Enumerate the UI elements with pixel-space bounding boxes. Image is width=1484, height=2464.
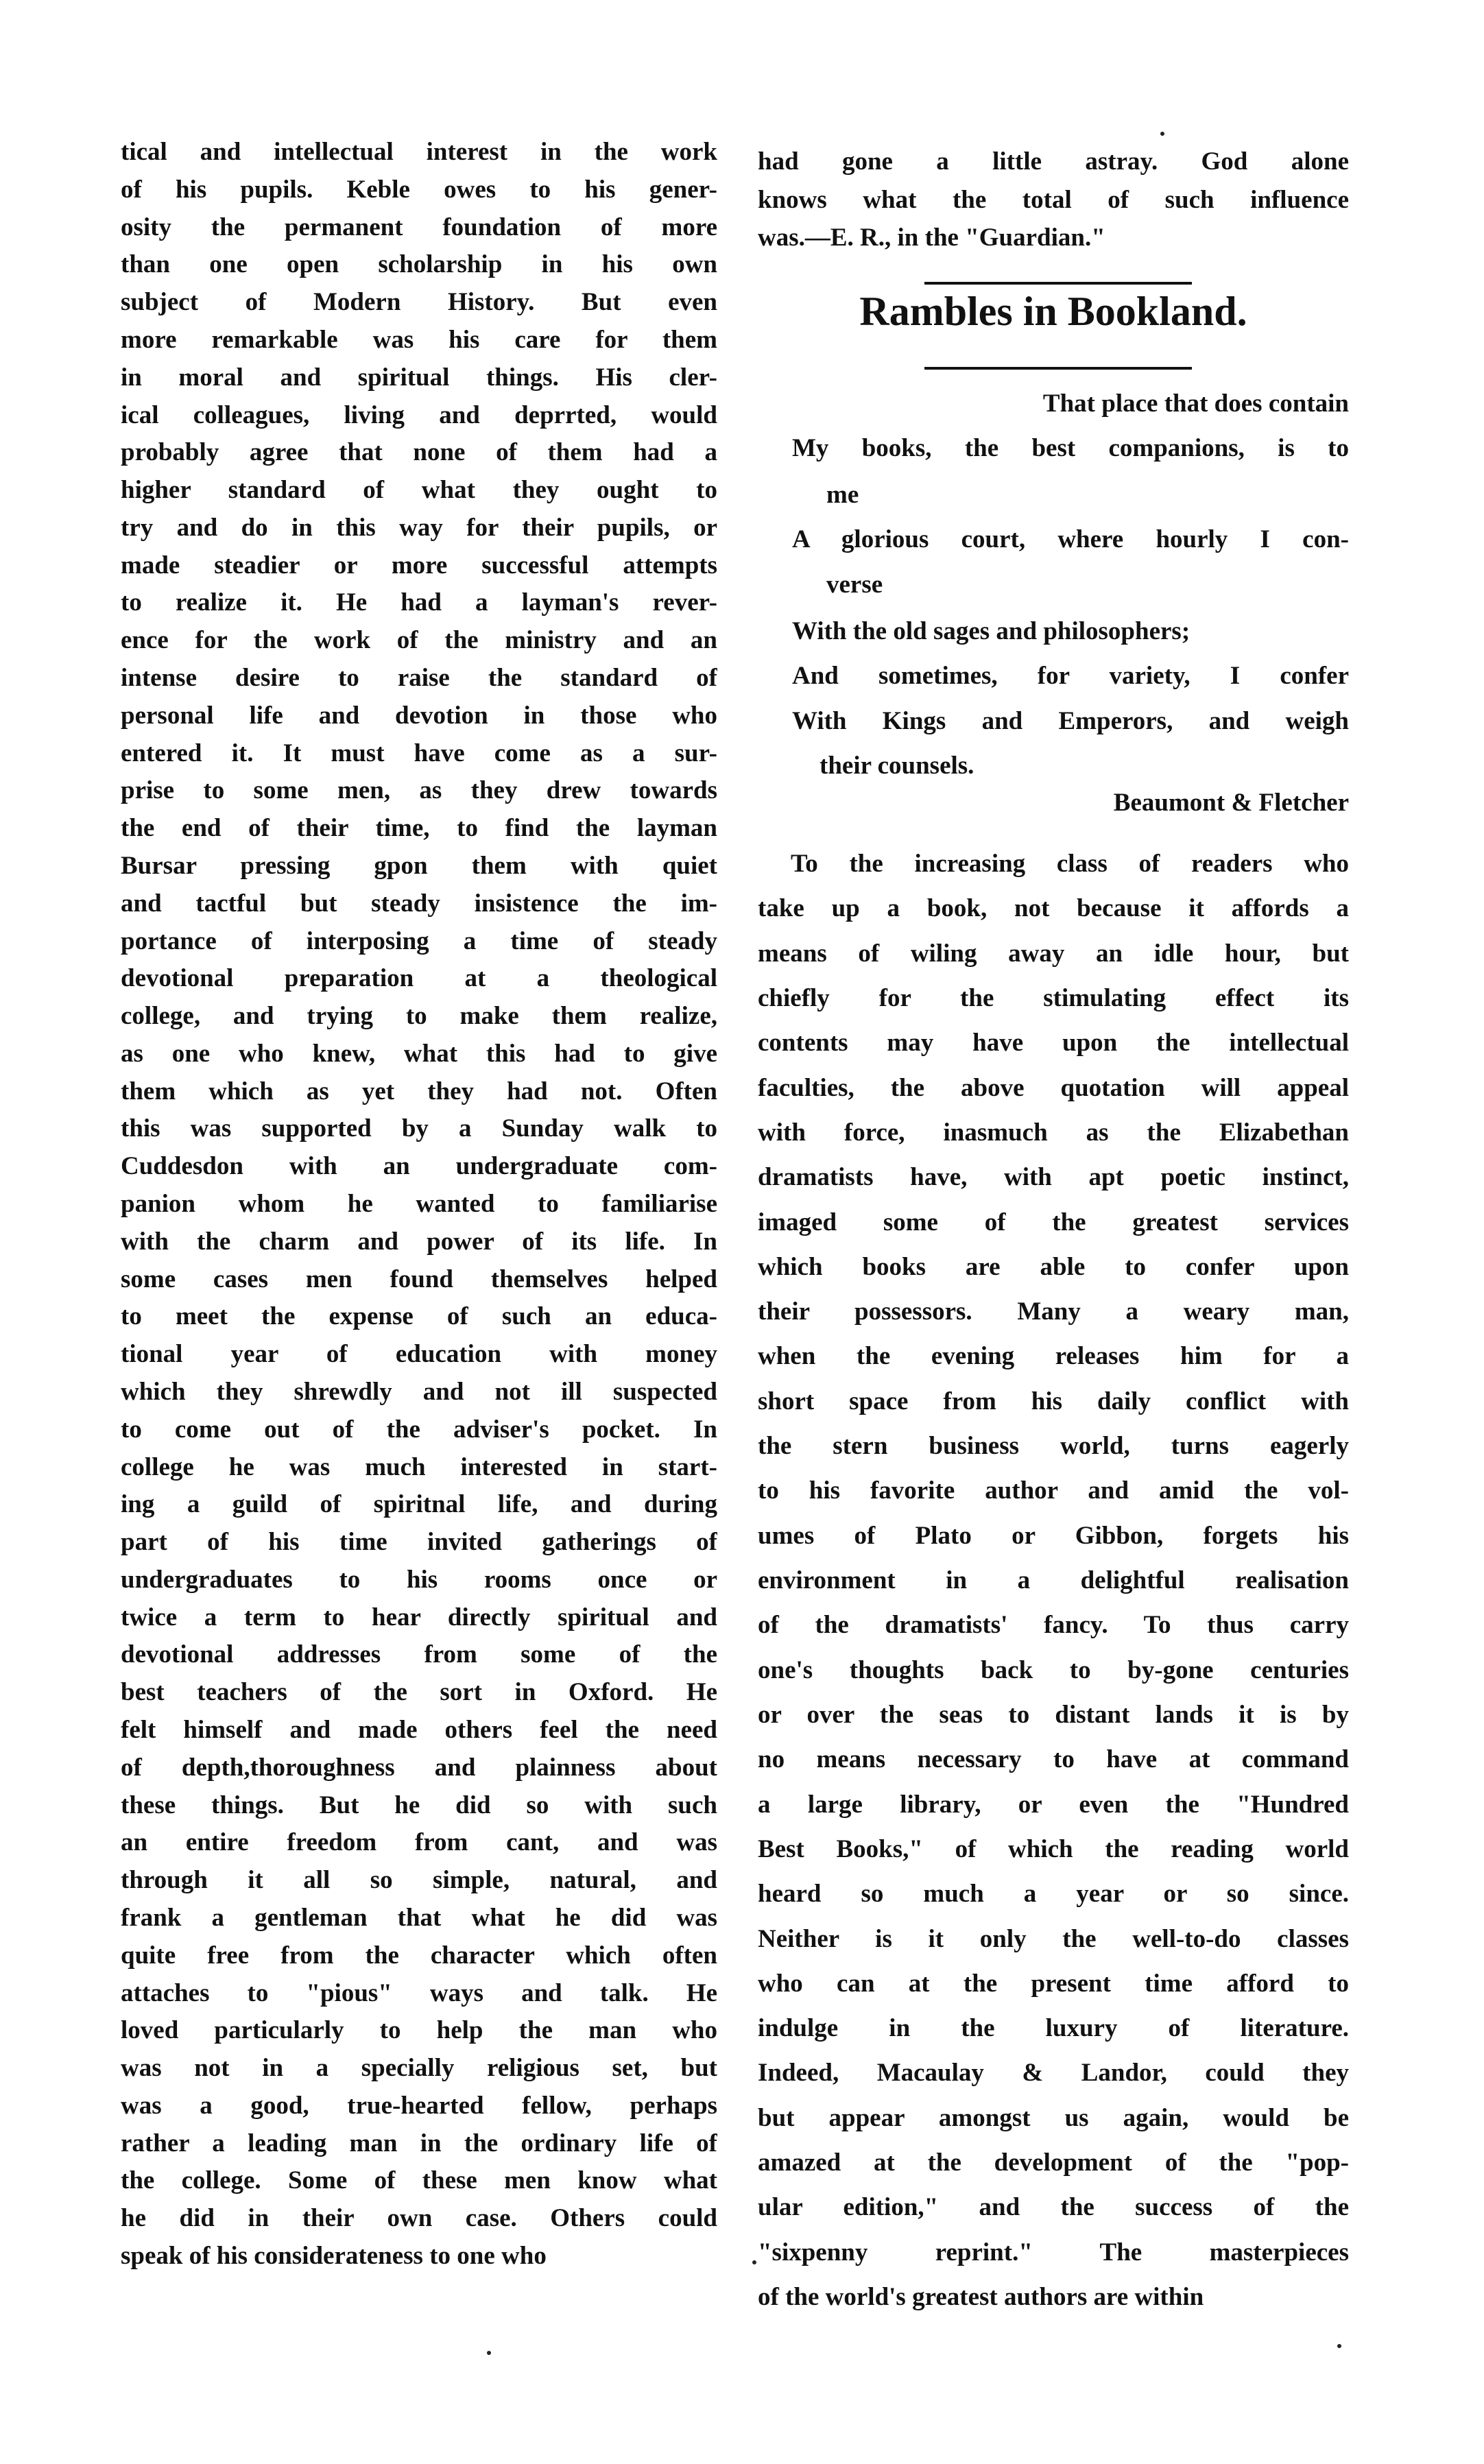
left-text-line: quite free from the character which often — [121, 1941, 717, 1970]
body-line: a large library, or even the "Hundred — [758, 1791, 1349, 1819]
poem-line: And sometimes, for variety, I confer — [792, 662, 1349, 690]
title-rule-bottom — [924, 367, 1192, 370]
left-text-line: frank a gentleman that what he did was — [121, 1904, 717, 1932]
poem-line: A glorious court, where hourly I con- — [792, 525, 1349, 553]
left-text-line: entered it. It must have come as a sur- — [121, 739, 717, 767]
left-text-line: he did in their own case. Others could — [121, 2204, 717, 2232]
left-text-line: through it all so simple, natural, and — [121, 1866, 717, 1894]
poem-line: My books, the best companions, is to — [792, 434, 1349, 462]
poem-line: me — [826, 481, 859, 509]
left-text-line: intense desire to raise the standard of — [121, 664, 717, 692]
left-text-line: attaches to "pious" ways and talk. He — [121, 1979, 717, 2007]
left-text-line: the end of their time, to find the layman — [121, 814, 717, 842]
print-speck — [1337, 2344, 1341, 2348]
left-text-line: osity the permanent foundation of more — [121, 213, 717, 241]
intro-line: knows what the total of such influence — [758, 186, 1349, 214]
left-text-line: panion whom he wanted to familiarise — [121, 1190, 717, 1218]
left-text-line: these things. But he did so with such — [121, 1791, 717, 1819]
left-text-line: than one open scholarship in his own — [121, 250, 717, 278]
intro-line: was.—E. R., in the "Guardian." — [758, 224, 1105, 252]
body-line: dramatists have, with apt poetic instinct, — [758, 1163, 1349, 1191]
poem-line: their counsels. — [819, 752, 974, 780]
left-text-line: as one who knew, what this had to give — [121, 1040, 717, 1068]
body-line: or over the seas to distant lands it is by — [758, 1701, 1349, 1729]
body-line: of the world's greatest authors are within — [758, 2283, 1204, 2311]
body-line: To the increasing class of readers who — [791, 850, 1349, 878]
left-text-line: portance of interposing a time of steady — [121, 927, 717, 955]
poem-line: verse — [826, 571, 883, 599]
body-line: faculties, the above quotation will appeal — [758, 1074, 1349, 1102]
left-text-line: some cases men found themselves helped — [121, 1265, 717, 1293]
left-text-line: college, and trying to make them realize, — [121, 1002, 717, 1030]
poem-line: With Kings and Emperors, and weigh — [792, 707, 1349, 735]
left-text-line: them which as yet they had not. Often — [121, 1077, 717, 1105]
left-text-line: of depth,thoroughness and plainness about — [121, 1754, 717, 1782]
body-line: "sixpenny reprint." The masterpieces — [758, 2238, 1349, 2266]
left-text-line: an entire freedom from cant, and was — [121, 1828, 717, 1856]
left-text-line: in moral and spiritual things. His cler- — [121, 363, 717, 392]
left-text-line: try and do in this way for their pupils, or — [121, 514, 717, 542]
left-text-line: Bursar pressing gpon them with quiet — [121, 852, 717, 880]
body-line: ular edition," and the success of the — [758, 2193, 1349, 2221]
body-line: with force, inasmuch as the Elizabethan — [758, 1119, 1349, 1147]
left-text-line: made steadier or more successful attempts — [121, 551, 717, 579]
body-line: Neither is it only the well-to-do classes — [758, 1925, 1349, 1953]
body-line: take up a book, not because it affords a — [758, 894, 1349, 922]
left-text-line: college he was much interested in start- — [121, 1453, 717, 1481]
body-line: amazed at the development of the "pop- — [758, 2149, 1349, 2177]
body-line: who can at the present time afford to — [758, 1970, 1349, 1998]
left-text-line: felt himself and made others feel the need — [121, 1716, 717, 1744]
left-text-line: to come out of the adviser's pocket. In — [121, 1415, 717, 1444]
left-text-line: higher standard of what they ought to — [121, 476, 717, 504]
article-title: Rambles in Bookland. — [859, 289, 1247, 334]
left-text-line: devotional addresses from some of the — [121, 1640, 717, 1668]
body-line: imaged some of the greatest services — [758, 1208, 1349, 1236]
left-text-line: speak of his considerateness to one who — [121, 2242, 547, 2270]
poem-attribution: Beaumont & Fletcher — [1113, 789, 1349, 817]
body-line: environment in a delightful realisation — [758, 1566, 1349, 1594]
left-text-line: devotional preparation at a theological — [121, 964, 717, 992]
body-line: the stern business world, turns eagerly — [758, 1432, 1349, 1460]
left-text-line: tional year of education with money — [121, 1340, 717, 1368]
left-text-line: ing a guild of spiritnal life, and during — [121, 1490, 717, 1518]
left-text-line: twice a term to hear directly spiritual and — [121, 1603, 717, 1631]
left-text-line: with the charm and power of its life. In — [121, 1228, 717, 1256]
intro-line: had gone a little astray. God alone — [758, 147, 1349, 176]
left-text-line: was not in a specially religious set, but — [121, 2054, 717, 2082]
left-text-line: ical colleagues, living and deprrted, would — [121, 401, 717, 429]
left-text-line: personal life and devotion in those who — [121, 702, 717, 730]
print-speck — [487, 2351, 491, 2355]
left-text-line: tical and intellectual interest in the work — [121, 138, 717, 166]
body-line: umes of Plato or Gibbon, forgets his — [758, 1522, 1349, 1550]
body-line: one's thoughts back to by-gone centuries — [758, 1656, 1349, 1684]
body-line: contents may have upon the intellectual — [758, 1029, 1349, 1057]
print-speck — [752, 2260, 756, 2264]
print-speck — [1160, 132, 1164, 136]
left-text-line: part of his time invited gatherings of — [121, 1528, 717, 1556]
left-text-line: best teachers of the sort in Oxford. He — [121, 1678, 717, 1706]
body-line: indulge in the luxury of literature. — [758, 2014, 1349, 2042]
left-text-line: prise to some men, as they drew towards — [121, 776, 717, 804]
left-text-line: and tactful but steady insistence the im- — [121, 889, 717, 918]
left-text-line: was a good, true-hearted fellow, perhaps — [121, 2092, 717, 2120]
body-line: Indeed, Macaulay & Landor, could they — [758, 2059, 1349, 2087]
body-line: but appear amongst us again, would be — [758, 2104, 1349, 2132]
body-line: chiefly for the stimulating effect its — [758, 984, 1349, 1012]
left-text-line: this was supported by a Sunday walk to — [121, 1114, 717, 1143]
body-line: no means necessary to have at command — [758, 1745, 1349, 1773]
body-line: their possessors. Many a weary man, — [758, 1297, 1349, 1326]
left-text-line: subject of Modern History. But even — [121, 288, 717, 316]
body-line: of the dramatists' fancy. To thus carry — [758, 1611, 1349, 1639]
left-text-line: probably agree that none of them had a — [121, 438, 717, 466]
left-text-line: the college. Some of these men know what — [121, 2166, 717, 2194]
left-text-line: loved particularly to help the man who — [121, 2016, 717, 2044]
poem-line: That place that does contain — [1042, 390, 1349, 418]
body-line: when the evening releases him for a — [758, 1342, 1349, 1370]
left-text-line: to meet the expense of such an educa- — [121, 1302, 717, 1330]
body-line: means of wiling away an idle hour, but — [758, 940, 1349, 968]
body-line: Best Books," of which the reading world — [758, 1835, 1349, 1863]
left-text-line: rather a leading man in the ordinary life of — [121, 2129, 717, 2157]
body-line: to his favorite author and amid the vol- — [758, 1476, 1349, 1505]
poem-line: With the old sages and philosophers; — [792, 617, 1190, 645]
left-text-line: Cuddesdon with an undergraduate com- — [121, 1152, 717, 1180]
title-rule-top — [924, 282, 1192, 285]
left-text-line: to realize it. He had a layman's rever- — [121, 588, 717, 617]
left-text-line: which they shrewdly and not ill suspected — [121, 1378, 717, 1406]
body-line: which books are able to confer upon — [758, 1253, 1349, 1281]
left-text-line: ence for the work of the ministry and an — [121, 626, 717, 654]
body-line: short space from his daily conflict with — [758, 1387, 1349, 1415]
left-text-line: of his pupils. Keble owes to his gener- — [121, 176, 717, 204]
left-text-line: more remarkable was his care for them — [121, 326, 717, 354]
left-text-line: undergraduates to his rooms once or — [121, 1566, 717, 1594]
body-line: heard so much a year or so since. — [758, 1880, 1349, 1908]
